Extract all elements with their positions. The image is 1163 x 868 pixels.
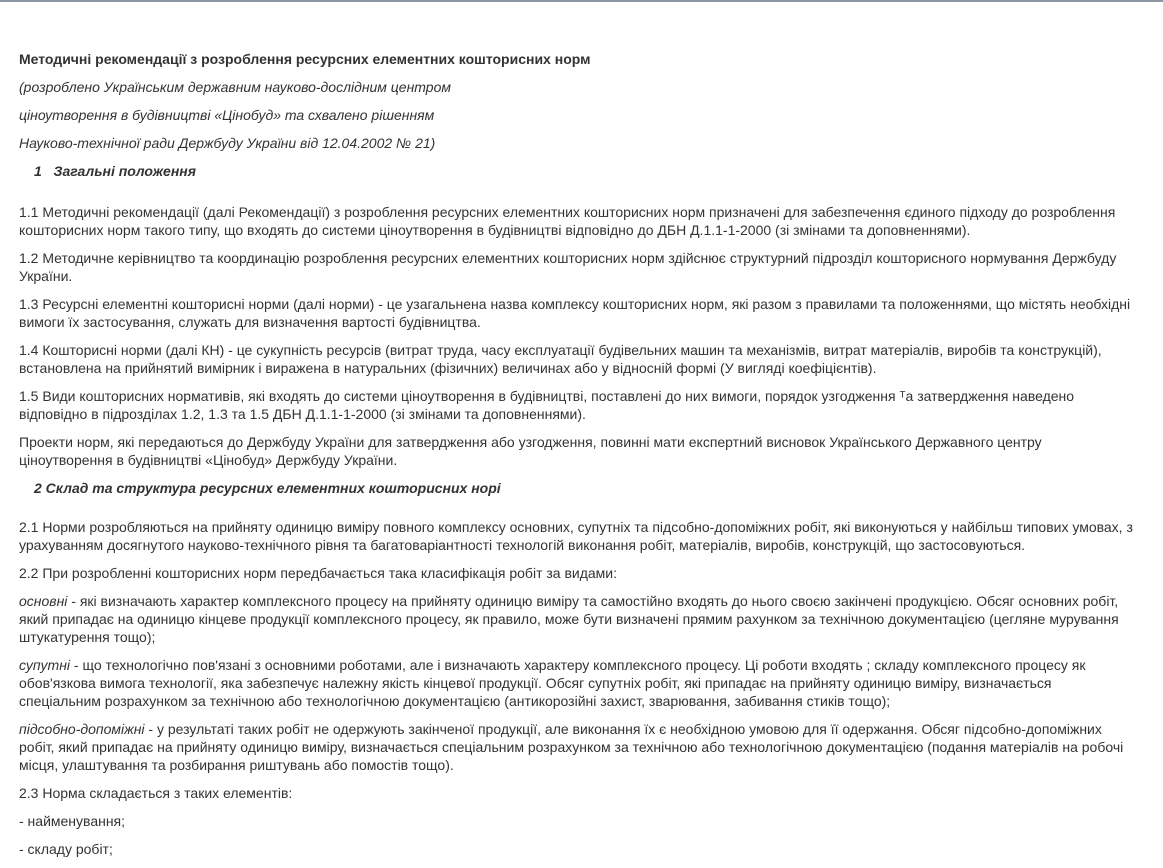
work-type-related-term: супутні — [19, 657, 71, 673]
paragraph-1-2: 1.2 Методичне керівництво та координацію розроблення ресурсних елементних кошторисних норм здійснює структурний підрозділ кошторисного нормування Держбуду України. — [19, 250, 1117, 284]
document-note-line-1: (розроблено Українським державним науково-дослідним центром — [19, 79, 451, 95]
work-type-related — [19, 656, 1137, 710]
work-type-related-text: - що технологічно пов'язані з основними роботами, але і визначають характеру комплексного процесу. Ці роботи входять ; складу комплексного процесу як обов'язкова вимога технології, яка забезпечує належну якість кінцевої продукції. Обсяг супутніх робіт, які припадає на прийняту одиницю виміру, визначається спеціальним розрахунком за технічною або технологічною документацією (антикорозійні захист, зварювання, забивання стиків тощо); — [19, 657, 1086, 709]
paragraph-2-3: 2.3 Норма складається з таких елементів: — [19, 785, 293, 801]
list-item-work-composition: - складу робіт; — [19, 841, 113, 857]
document-body — [19, 50, 1137, 868]
work-type-main-term: основні — [19, 593, 68, 609]
paragraph-1-1: 1.1 Методичні рекомендації (далі Рекомендації) з розроблення ресурсних елементних кошторисних норм призначені для забезпечення єдиного підходу до розроблення кошторисних норм такого типу, що входять до системи ціноутворення в будівництві відповідно до ДБН Д.1.1-1-2000 (зі змінами та доповненнями). — [19, 204, 1116, 238]
work-type-main-text: - які визначають характер комплексного процесу на прийняту одиницю виміру та самостійно входять до нього своєю закінчені продукцією. Обсяг основних робіт, який припадає на одиницю кінцеве продукції комплексного процесу, як правило, може бути визначені прямим рахунком за технічною документацією (цегляне мурування штукатурення тощо); — [19, 593, 1119, 645]
paragraph-2-1: 2.1 Норми розробляються на прийняту одиницю виміру повного комплексу основних, супутніх та підсобно-допоміжних робіт, які виконуються у найбільш типових умовах, з урахуванням досягнутого науково-технічного рівня та багатоваріантності технологій виконання робіт, матеріалів, виробів, конструкцій, що застосовуються. — [19, 519, 1133, 553]
work-type-auxiliary — [19, 720, 1137, 774]
section-heading-2: 2 Склад та структура ресурсних елементних кошторисних норі — [34, 480, 501, 496]
work-type-auxiliary-term: підсобно-допоміжні — [19, 721, 145, 737]
document-title: Методичні рекомендації з розроблення ресурсних елементних кошторисних норм — [19, 51, 591, 67]
work-type-auxiliary-text: - у результаті таких робіт не одержують закінченої продукції, але виконання їх є необхідною умовою для її одержання. Обсяг підсобно-допоміжних робіт, який припадає на прийняту одиницю виміру, визначається спеціальним розрахунком за технічною або технологічною документацією (подання матеріалів на робочі місця, улаштування та розбирання риштувань або помостів тощо). — [19, 721, 1124, 773]
document-note-line-3: Науково-технічної ради Держбуду України від 12.04.2002 № 21) — [19, 135, 436, 151]
top-border — [0, 0, 1163, 2]
paragraph-1-4: 1.4 Кошторисні норми (далі КН) - це сукупність ресурсів (витрат труда, часу експлуатації будівельних машин та механізмів, витрат матеріалів, виробів та конструкцій), встановлена на прийнятий вимірник і виражена в натуральних (фізичних) величинах або у відносній формі (У вигляді коефіцієнтів). — [19, 342, 1102, 376]
paragraph-2-2: 2.2 При розробленні кошторисних норм передбачається така класифікація робіт за видами: — [19, 565, 618, 581]
section-heading-1: 1 Загальні положення — [34, 163, 196, 179]
list-item-name: - найменування; — [19, 813, 126, 829]
document-note-line-2: ціноутворення в будівництві «Цінобуд» та схвалено рішенням — [19, 107, 435, 123]
paragraph-1-3: 1.3 Ресурсні елементні кошторисні норми (далі норми) - це узагальнена назва комплексу кошторисних норм, які разом з правилами та положеннями, що містять необхідні вимоги їх застосування, служать для визначення вартості будівництва. — [19, 296, 1131, 330]
work-type-main — [19, 592, 1137, 646]
paragraph-1-5: 1.5 Види кошторисних нормативів, які входять до системи ціноутворення в будівництві, поставлені до них вимоги, порядок узгодження ᵀа затвердження наведено відповідно в підрозділах 1.2, 1.3 та 1.5 ДБН Д.1.1-1-2000 (зі змінами та доповненнями). — [19, 388, 1075, 422]
paragraph-1-projects: Проекти норм, які передаються до Держбуду України для затвердження або узгодження, повинні мати експертний висновок Українського Державного центру ціноутворення в будівництві «Цінобуд» Держбуду України. — [19, 434, 1042, 468]
